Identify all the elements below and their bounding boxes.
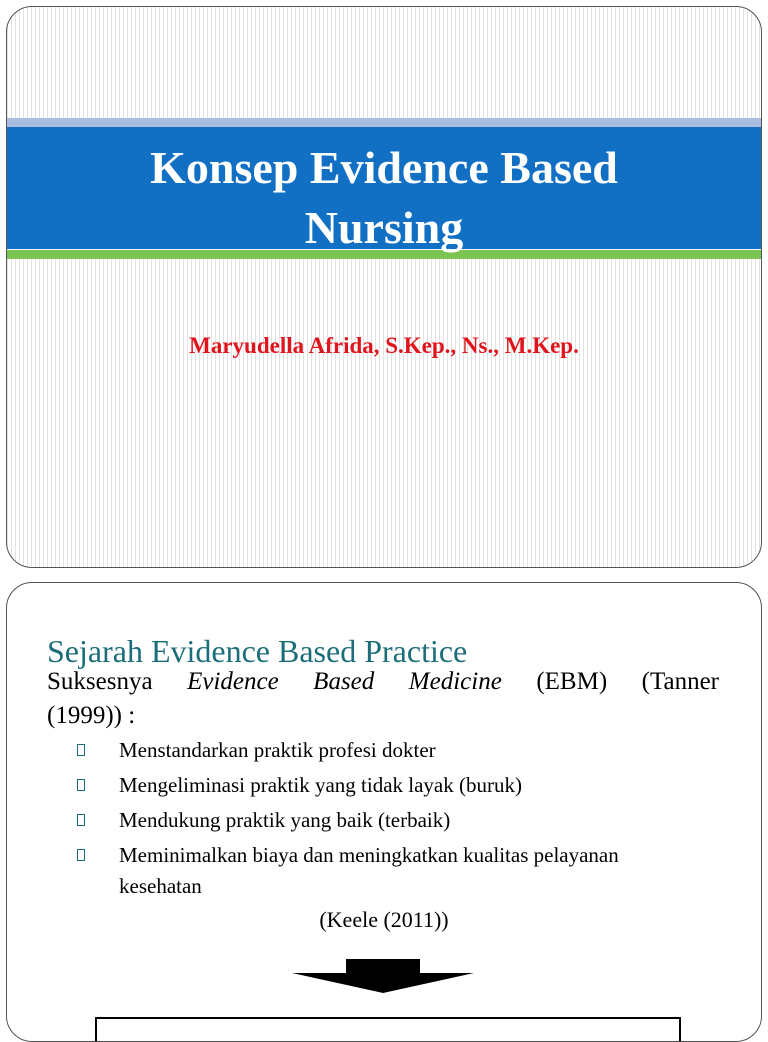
intro-italic-term: Evidence Based Medicine (187, 668, 502, 695)
slide-title-line-1: Konsep Evidence Based (150, 142, 618, 193)
content-slide (6, 582, 762, 1042)
bullet-marker-icon (77, 849, 85, 861)
title-slide (6, 6, 762, 568)
slide-title (7, 138, 761, 258)
author-name: Maryudella Afrida, S.Kep., Ns., M.Kep. (189, 333, 579, 358)
bullet-marker-icon (77, 744, 85, 756)
bullet-text: Mendukung praktik yang baik (terbaik) (119, 808, 451, 832)
list-item (77, 735, 637, 766)
bullet-text: Mengeliminasi praktik yang tidak layak (buruk) (119, 773, 522, 797)
list-item (77, 805, 637, 836)
list-item (77, 840, 637, 902)
result-box (95, 1017, 681, 1042)
title-band-top-stripe (7, 118, 761, 127)
bullet-marker-icon (77, 779, 85, 791)
bullet-text: Meminimalkan biaya dan meningkatkan kualitas pelayanan kesehatan (119, 843, 619, 898)
intro-text-line-2: (1999)) : (47, 702, 136, 729)
bullet-list (77, 735, 637, 906)
intro-prefix: Suksesnya (47, 668, 153, 695)
arrow-down-icon (292, 959, 474, 993)
citation: (Keele (2011)) (319, 907, 449, 932)
list-item (77, 770, 637, 801)
content-heading: Sejarah Evidence Based Practice (47, 633, 468, 669)
slide-title-line-2: Nursing (304, 202, 464, 253)
intro-text (47, 665, 719, 699)
bullet-text: Menstandarkan praktik profesi dokter (119, 738, 436, 762)
bullet-marker-icon (77, 814, 85, 826)
intro-suffix: (EBM) (Tanner (536, 668, 720, 695)
